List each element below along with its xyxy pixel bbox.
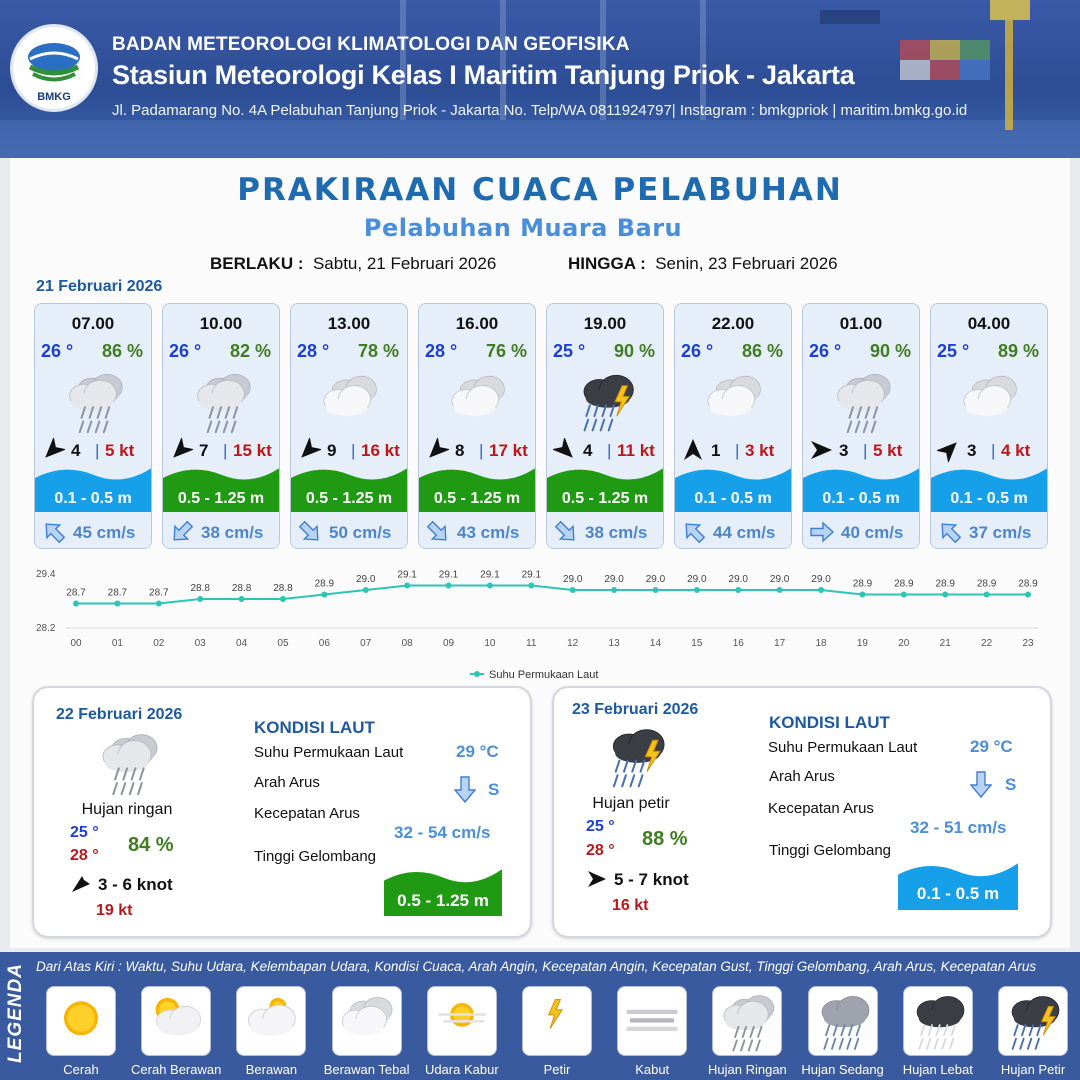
data-label: 29.0 (728, 574, 748, 585)
data-label: 29.1 (397, 569, 417, 581)
hour-current-speed: 43 cm/s (457, 523, 520, 542)
valid-from: BERLAKU : Sabtu, 21 Februari 2026 (210, 254, 497, 273)
hour-wind-direction (41, 438, 65, 462)
day2-humidity: 84 % (128, 834, 174, 856)
data-point (735, 587, 741, 593)
hour-gust: 3 kt (745, 441, 775, 460)
hour-weather-icon (949, 366, 1031, 434)
day2-temp-min: 25 ° (70, 824, 99, 841)
current-southeast-arrow-icon (297, 519, 323, 545)
hour-current-speed: 38 cm/s (585, 523, 648, 542)
berawan-tebal-icon (333, 987, 401, 1053)
day2-speed: 32 - 54 cm/s (394, 823, 491, 842)
hour-wind-speed: 3 (839, 441, 849, 460)
x-tick-label: 10 (484, 638, 496, 649)
port-name: Pelabuhan Muara Baru (363, 214, 683, 242)
hour-humidity: 82 % (229, 341, 271, 361)
berawan-tebal-icon (309, 366, 391, 434)
data-point (528, 583, 534, 589)
legend-icon-box (998, 986, 1068, 1056)
station-address: Jl. Padamarang No. 4A Pelabuhan Tanjung Priok - Jakarta No. Telp/WA 0811924797| Instagram : bmkgpriok | maritim.bmkg.go.id (112, 102, 968, 119)
separator: | (863, 441, 868, 460)
berawan-tebal-icon (437, 366, 519, 434)
data-label: 29.0 (811, 574, 831, 585)
cerah-icon (47, 987, 115, 1053)
hour-humidity: 78 % (357, 341, 399, 361)
current-southeast-arrow-icon (425, 519, 451, 545)
data-point (652, 587, 658, 593)
day3-speed-label: Kecepatan Arus (768, 800, 874, 817)
day3-wind-speed: 5 - 7 knot (614, 870, 689, 889)
data-point (859, 592, 865, 598)
hour-wave-height: 0.5 - 1.25 m (177, 490, 265, 507)
wind-southwest-arrow-icon (297, 438, 321, 462)
data-label: 29.0 (604, 574, 624, 585)
hour-current-direction (809, 519, 835, 545)
x-tick-label: 09 (442, 638, 455, 649)
current-east-arrow-icon (809, 519, 835, 545)
data-label: 28.9 (314, 578, 335, 590)
hour-weather-icon (693, 366, 775, 434)
day3-temp-min: 25 ° (586, 818, 615, 835)
hour-temp: 25 ° (553, 341, 586, 361)
hour-humidity: 86 % (741, 341, 783, 361)
legend-icon-box (808, 986, 878, 1056)
data-label: 28.7 (66, 587, 86, 599)
data-point (1025, 592, 1031, 598)
current-southeast-arrow-icon (553, 519, 579, 545)
hour-temp: 26 ° (681, 341, 714, 361)
day3-gust: 16 kt (612, 897, 649, 914)
hour-temp: 28 ° (425, 341, 458, 361)
day3-dir-label: Arah Arus (769, 768, 835, 785)
data-label: 29.1 (438, 569, 459, 581)
hour-temp: 25 ° (937, 341, 970, 361)
hour-weather-icon (565, 366, 647, 434)
day2-wind-speed: 3 - 6 knot (98, 875, 173, 894)
separator: | (991, 441, 996, 460)
x-tick-label: 15 (691, 638, 703, 649)
day2-condition-icon (88, 726, 168, 796)
separator: | (223, 441, 228, 460)
separator: | (735, 441, 740, 460)
hour-time: 16.00 (455, 314, 499, 333)
data-label: 28.9 (935, 578, 955, 590)
hour-wave-height: 0.5 - 1.25 m (433, 490, 521, 507)
sea-surface-temp-chart (30, 562, 1050, 690)
legend-label: Hujan Lebat (902, 1062, 973, 1077)
hujan-petir-icon (565, 366, 647, 434)
hour-current-direction (297, 519, 323, 545)
data-point (984, 592, 990, 598)
separator: | (95, 441, 100, 460)
day3-wave: 0.1 - 0.5 m (916, 884, 1000, 903)
data-label: 28.8 (190, 583, 210, 594)
hour-humidity: 76 % (485, 341, 527, 361)
hour-wind-speed: 1 (711, 441, 721, 460)
data-point (487, 583, 493, 589)
hour-wave-height: 0.5 - 1.25 m (561, 490, 649, 507)
legend-label: Berawan (245, 1062, 298, 1077)
legend-note: Dari Atas Kiri : Waktu, Suhu Udara, Kelembapan Udara, Kondisi Cuaca, Arah Angin, Kecepatan Angin, Kecepatan Gust, Tinggi Gelombang, Arah Arus, Kecepatan Arus (36, 959, 1037, 974)
x-tick-label: 00 (70, 638, 82, 649)
hour-current-speed: 50 cm/s (329, 523, 392, 542)
hour-current-direction (169, 519, 195, 545)
legend-icon-box (427, 986, 497, 1056)
legend-label: Suhu Permukaan Laut (489, 669, 599, 681)
hour-wave-height: 0.1 - 0.5 m (694, 490, 772, 507)
hour-current-direction (681, 519, 707, 545)
data-label: 28.8 (231, 583, 252, 594)
legend-marker (474, 671, 480, 677)
data-label: 28.9 (976, 578, 997, 590)
legend-icon-box (712, 986, 782, 1056)
data-point (321, 592, 327, 598)
bmkg-logo: BMKG (10, 24, 98, 112)
hour-card (546, 303, 664, 549)
day2-sst: 29 °C (456, 742, 499, 761)
hour-wind-direction (169, 438, 193, 462)
x-tick-label: 19 (856, 638, 868, 649)
data-point (156, 601, 162, 607)
hour-current-direction (553, 519, 579, 545)
data-point (901, 592, 907, 598)
day3-condition: Hujan petir (592, 795, 670, 812)
hour-time: 19.00 (583, 314, 627, 333)
legend-icon-box (332, 986, 402, 1056)
berawan-icon (237, 987, 305, 1053)
data-label: 29.0 (645, 574, 666, 585)
hour-temp: 26 ° (41, 341, 74, 361)
hour-current-speed: 44 cm/s (713, 523, 776, 542)
day2-temp-max: 28 ° (70, 847, 99, 864)
x-tick-label: 02 (153, 638, 165, 649)
hour-card (802, 303, 920, 549)
x-tick-label: 06 (318, 638, 330, 649)
data-label: 29.1 (480, 569, 500, 581)
hour-wind-speed: 3 (967, 441, 977, 460)
day2-condition: Hujan ringan (81, 801, 173, 818)
separator: | (479, 441, 484, 460)
day3-wave-label: Tinggi Gelombang (769, 842, 892, 859)
hour-wind-speed: 4 (583, 441, 593, 460)
x-tick-label: 12 (567, 638, 579, 649)
day3-current-dir-icon (970, 771, 992, 799)
hour-wind-speed: 7 (199, 441, 209, 460)
hour-gust: 11 kt (617, 441, 655, 460)
hour-time: 07.00 (71, 314, 115, 333)
day2-gust: 19 kt (96, 902, 133, 919)
station-name: Stasiun Meteorologi Kelas I Maritim Tanjung Priok - Jakarta (112, 60, 855, 90)
data-point (197, 596, 203, 602)
hour-humidity: 86 % (101, 341, 143, 361)
hour-wave-height: 0.1 - 0.5 m (950, 490, 1028, 507)
data-point (404, 583, 410, 589)
day2-current-dir-icon (454, 776, 476, 804)
hujan-ringan-icon (181, 366, 263, 434)
wind-southeast-arrow-icon (553, 438, 577, 462)
hour-weather-icon (309, 366, 391, 434)
y-tick-label: 29.4 (36, 569, 56, 580)
data-point (818, 587, 824, 593)
x-tick-label: 03 (194, 638, 206, 649)
current-northwest-arrow-icon (937, 519, 963, 545)
data-label: 28.7 (107, 587, 128, 599)
data-label: 28.9 (1018, 578, 1038, 590)
series-line (76, 586, 1028, 604)
header-banner (0, 0, 1080, 158)
hour-humidity: 89 % (997, 341, 1039, 361)
hujan-sedang-icon (809, 987, 877, 1053)
day3-date: 23 Februari 2026 (572, 701, 699, 718)
hour-card (674, 303, 792, 549)
hour-card (290, 303, 408, 549)
data-label: 29.0 (687, 574, 707, 585)
x-tick-label: 18 (815, 638, 827, 649)
hour-humidity: 90 % (613, 341, 655, 361)
x-tick-label: 16 (732, 638, 744, 649)
hour-current-direction (425, 519, 451, 545)
separator: | (607, 441, 612, 460)
hour-current-speed: 37 cm/s (969, 523, 1032, 542)
wind-southwest-arrow-icon (41, 438, 65, 462)
udara-kabur-icon (428, 987, 496, 1053)
hour-humidity: 90 % (869, 341, 911, 361)
data-label: 28.9 (894, 578, 914, 590)
legend-side-label: LEGENDA (5, 963, 26, 1063)
day2-dir-label: Arah Arus (254, 774, 320, 791)
legend-label: Hujan Sedang (801, 1062, 884, 1077)
x-tick-label: 13 (608, 638, 620, 649)
hour-gust: 17 kt (489, 441, 528, 460)
current-northwest-arrow-icon (41, 519, 67, 545)
data-point (280, 596, 286, 602)
hour-gust: 5 kt (105, 441, 135, 460)
hour-gust: 15 kt (233, 441, 272, 460)
day3-speed: 32 - 51 cm/s (910, 818, 1007, 837)
hujan-petir-icon (999, 987, 1067, 1053)
hour-card (34, 303, 152, 549)
data-label: 29.1 (521, 569, 542, 581)
x-tick-label: 21 (939, 638, 951, 649)
hour-temp: 26 ° (809, 341, 842, 361)
hour-card (162, 303, 280, 549)
legend-label: Hujan Petir (1000, 1062, 1066, 1077)
berawan-tebal-icon (949, 366, 1031, 434)
x-tick-label: 14 (649, 638, 662, 649)
hour-wind-direction (425, 438, 449, 462)
data-point (73, 601, 79, 607)
legend-label: Cerah (63, 1062, 99, 1077)
hour-current-speed: 38 cm/s (201, 523, 264, 542)
hour-wind-speed: 4 (71, 441, 81, 460)
legend-icon-box (522, 986, 592, 1056)
day3-kondisi-title: KONDISI LAUT (769, 713, 890, 732)
day3-dir: S (1005, 775, 1017, 794)
hour-weather-icon (437, 366, 519, 434)
hour-temp: 26 ° (169, 341, 202, 361)
hour-wind-direction (937, 438, 961, 462)
hour-wind-speed: 8 (455, 441, 465, 460)
petir-icon (523, 987, 591, 1053)
hour-wave-height: 0.1 - 0.5 m (54, 490, 132, 507)
wind-southwest-arrow-icon (425, 438, 449, 462)
x-tick-label: 11 (526, 638, 537, 649)
x-tick-label: 01 (111, 638, 123, 649)
wind-northeast-arrow-icon (937, 438, 961, 462)
data-point (570, 587, 576, 593)
hour-weather-icon (181, 366, 263, 434)
legend-label: Petir (543, 1062, 571, 1077)
hour-weather-icon (821, 366, 903, 434)
x-tick-label: 20 (898, 638, 910, 649)
hujan-ringan-icon (53, 366, 135, 434)
data-point (942, 592, 948, 598)
x-tick-label: 08 (401, 638, 413, 649)
x-tick-label: 22 (981, 638, 993, 649)
data-point (446, 583, 452, 589)
hour-wind-direction (553, 438, 577, 462)
legend-label: Berawan Tebal (323, 1062, 410, 1077)
hour-wave-height: 0.5 - 1.25 m (305, 490, 393, 507)
data-label: 29.0 (769, 574, 790, 585)
day3-sst: 29 °C (970, 737, 1013, 756)
current-northwest-arrow-icon (681, 519, 707, 545)
data-label: 28.7 (149, 587, 169, 599)
x-tick-label: 04 (236, 638, 248, 649)
berawan-tebal-icon (693, 366, 775, 434)
day2-wave: 0.5 - 1.25 m (397, 891, 489, 910)
wind-north-arrow-icon (681, 438, 705, 462)
hour-current-direction (41, 519, 67, 545)
x-tick-label: 05 (277, 638, 289, 649)
hour-wind-direction (681, 438, 705, 462)
day2-date: 22 Februari 2026 (56, 706, 183, 723)
hour-gust: 4 kt (1001, 441, 1031, 460)
y-tick-label: 28.2 (36, 623, 56, 634)
hour-gust: 5 kt (873, 441, 903, 460)
data-point (363, 587, 369, 593)
data-label: 29.0 (356, 574, 376, 585)
day3-temp-max: 28 ° (586, 842, 615, 859)
x-tick-label: 17 (774, 638, 786, 649)
hujan-ringan-icon (88, 726, 168, 796)
data-point (694, 587, 700, 593)
agency-name: BADAN METEOROLOGI KLIMATOLOGI DAN GEOFISIKA (112, 34, 630, 55)
day2-kondisi-title: KONDISI LAUT (254, 718, 375, 737)
hour-time: 13.00 (327, 314, 371, 333)
hujan-lebat-icon (904, 987, 972, 1053)
x-tick-label: 07 (360, 638, 372, 649)
wind-southwest-arrow-icon (169, 438, 193, 462)
hour-temp: 28 ° (297, 341, 330, 361)
hour-current-speed: 40 cm/s (841, 523, 904, 542)
legend-icon-box (903, 986, 973, 1056)
x-tick-label: 23 (1022, 638, 1034, 649)
wind-east-arrow-icon (809, 438, 833, 462)
legend-label: Udara Kabur (424, 1062, 499, 1077)
legend-label: Hujan Ringan (708, 1062, 787, 1077)
day3-sst-label: Suhu Permukaan Laut (768, 739, 918, 756)
hour-wind-speed: 9 (327, 441, 337, 460)
page-title: PRAKIRAAN CUACA PELABUHAN (237, 172, 843, 208)
current-southwest-arrow-icon (169, 519, 195, 545)
hour-wind-direction (297, 438, 321, 462)
data-label: 28.8 (273, 583, 293, 594)
data-point (611, 587, 617, 593)
hour-wind-direction (809, 438, 833, 462)
day2-dir: S (488, 780, 500, 799)
day3-wind-direction-icon (586, 869, 608, 889)
legend-icon-box (617, 986, 687, 1056)
hujan-petir-icon (596, 720, 676, 790)
hour-current-direction (937, 519, 963, 545)
data-label: 29.0 (562, 574, 583, 585)
separator: | (351, 441, 356, 460)
data-point (239, 596, 245, 602)
hour-card (418, 303, 536, 549)
hujan-ringan-icon (821, 366, 903, 434)
hour-time: 01.00 (839, 314, 883, 333)
valid-to: HINGGA : Senin, 23 Februari 2026 (568, 254, 838, 273)
legend-label: Kabut (635, 1062, 670, 1077)
day3-humidity: 88 % (642, 828, 688, 850)
hour-gust: 16 kt (361, 441, 400, 460)
data-label: 28.9 (852, 578, 873, 590)
day2-sst-label: Suhu Permukaan Laut (254, 744, 404, 761)
legend-icon-box (236, 986, 306, 1056)
legend-label: Cerah Berawan (131, 1062, 222, 1077)
kabut-icon (618, 987, 686, 1053)
day3-condition-icon (596, 720, 676, 790)
hour-time: 04.00 (967, 314, 1011, 333)
hujan-ringan-icon (713, 987, 781, 1053)
cerah-berawan-icon (142, 987, 210, 1053)
day2-wind-direction-icon (70, 874, 92, 894)
day2-speed-label: Kecepatan Arus (254, 805, 360, 822)
hour-wave-height: 0.1 - 0.5 m (822, 490, 900, 507)
data-point (114, 601, 120, 607)
hour-time: 10.00 (199, 314, 243, 333)
hour-card (930, 303, 1048, 549)
legend-icon-box (46, 986, 116, 1056)
day2-wave-label: Tinggi Gelombang (254, 848, 377, 865)
hour-current-speed: 45 cm/s (73, 523, 136, 542)
day1-date: 21 Februari 2026 (36, 278, 163, 295)
legend-icon-box (141, 986, 211, 1056)
hour-weather-icon (53, 366, 135, 434)
hour-time: 22.00 (711, 314, 755, 333)
data-point (777, 587, 783, 593)
